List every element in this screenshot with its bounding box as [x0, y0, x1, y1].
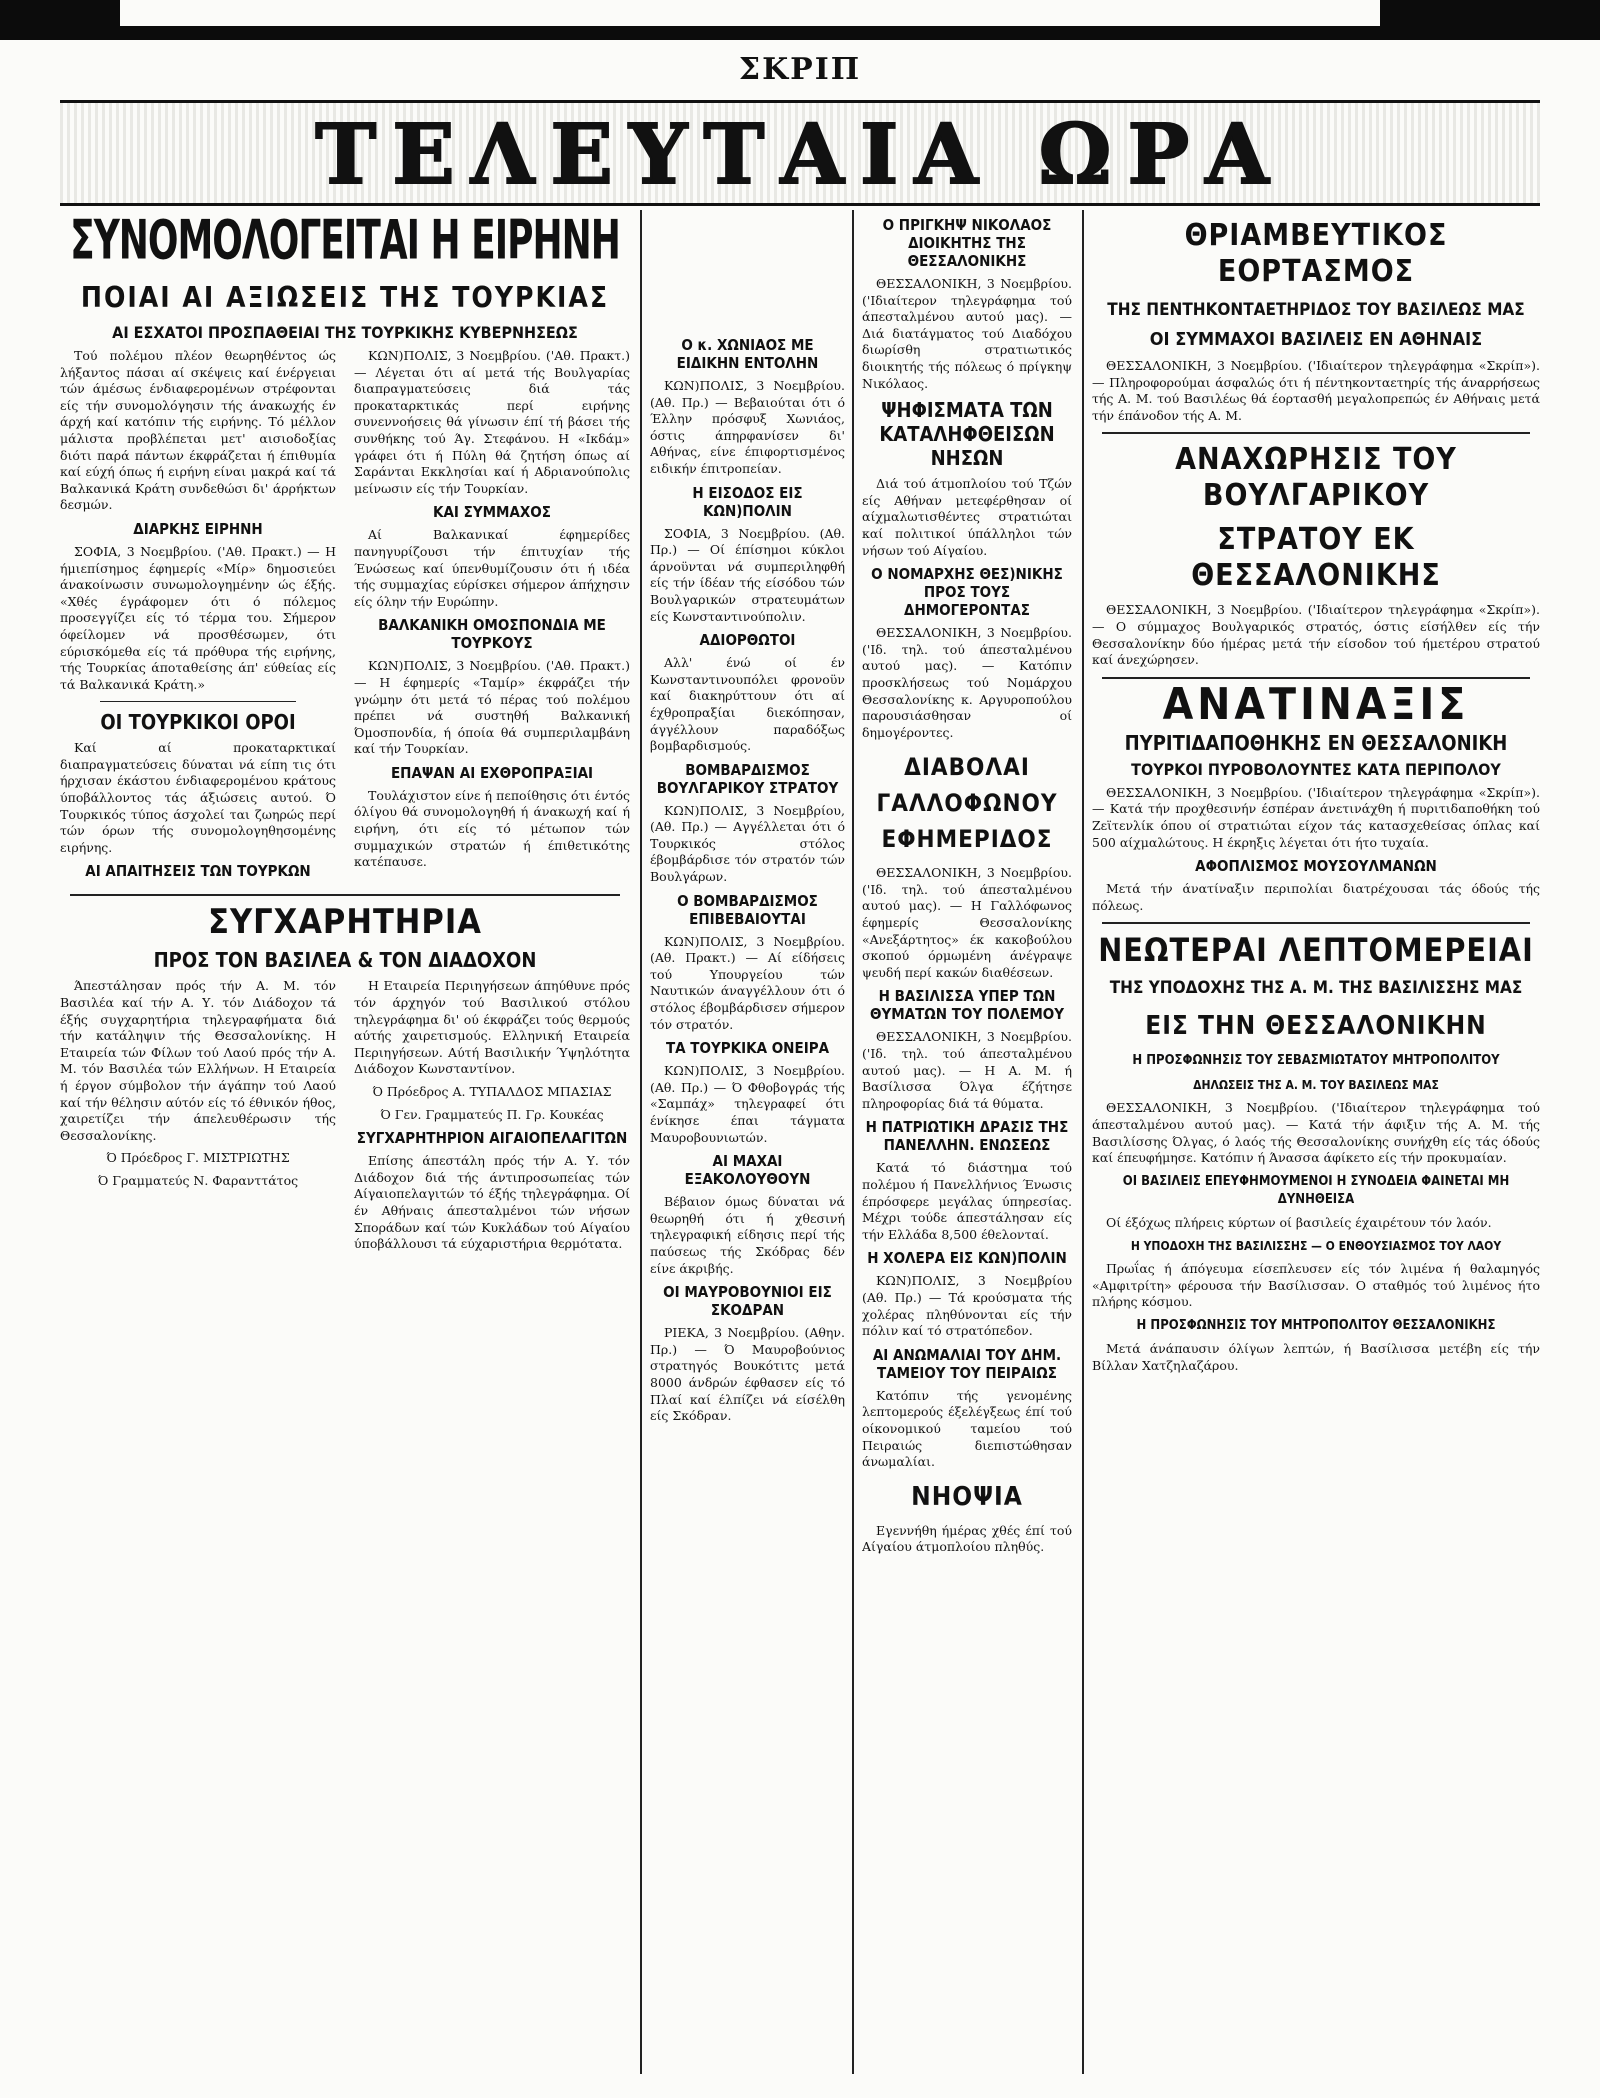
section-heading: ΚΑΙ ΣΥΜΜΑΧΟΣ	[432, 503, 551, 522]
article-text: Κατόπιν τής γενομένης λεπτομερούς έξελέγξεως έπί τού οίκονομικού ταμείου τού Πειραιώς διεπιστώθησαν άνωμαλίαι.	[862, 1387, 1072, 1470]
section-heading: ΔΙΑΡΚΗΣ ΕΙΡΗΝΗ	[133, 519, 263, 538]
section-heading: ΣΥΓΧΑΡΗΤΗΡΙΟΝ ΑΙΓΑΙΟΠΕΛΑΓΙΤΩΝ	[356, 1129, 628, 1148]
section-heading: ΑΙ ΑΠΑΙΤΗΣΕΙΣ ΤΩΝ ΤΟΥΡΚΩΝ	[85, 862, 311, 881]
article-text: ΘΕΣΣΑΛΟΝΙΚΗ, 3 Νοεμβρίου. ('Ιδιαίτερον τηλεγράφημα «Σκρίπ»). — Πληροφορούμαι άσφαλώς ότι ή πέντηκονταετηρίς τής άναρρήσεως τής Α. Μ. τού Βασιλέως θά έορτασθή μεγαλοπρεπώς έν Αθήναις μετά τήν έπάνοδον τής Α. Μ.	[1092, 358, 1540, 423]
section-heading: ΤΑ ΤΟΥΡΚΙΚΑ ΟΝΕΙΡΑ	[665, 1039, 830, 1058]
article-text: ΡΙΕΚΑ, 3 Νοεμβρίου. (Αθην. Πρ.) — Ό Μαυροβούνιος στρατηγός Βουκότιτς μετά 8000 άνδρών έφθασεν είς τό Πλαί καί έλπίζει νά είσέλθη είς Σκόδραν.	[650, 1325, 845, 1424]
column-right	[1092, 210, 1540, 2074]
article-text: ΚΩΝ)ΠΟΛΙΣ, 3 Νοεμβρίου. (Αθ. Πρακτ.) — Αί είδήσεις τού Υπουργείου τών Ναυτικών άναγγέλλουν ότι ό στόλος έβομβάρδισεν σήμερον τόν στρατόν.	[650, 933, 845, 1032]
article-text: Βέβαιον όμως δύναται νά θεωρηθή ότι ή χθεσινή τηλεγραφική είδησις περί τής παύσεως τής Σκόδρας δέν είνε άκριβής.	[650, 1194, 845, 1276]
section-heading: ΝΗΟΨΙΑ	[911, 1481, 1023, 1512]
section-heading: ΨΗΦΙΣΜΑΤΑ ΤΩΝ ΚΑΤΑΛΗΦΘΕΙΣΩΝ ΝΗΣΩΝ	[879, 398, 1055, 471]
article-text: Πρωΐας ή άπόγευμα είσεπλευσεν είς τόν λιμένα ή θαλαμηγός «Αμφιτρίτη» φέρουσα τήν Βασίλισσαν. Ο σταθμός τού λιμένος ήτο πλήρης κόσμου.	[1092, 1261, 1540, 1310]
column-left	[60, 210, 630, 2074]
column-3	[862, 210, 1072, 2074]
article-text: Μετά άνάπαυσιν όλίγων λεπτών, ή Βασίλισσα μετέβη είς τήν Βίλλαν Χατζηλαζάρου.	[1092, 1341, 1540, 1373]
column-rule	[1082, 210, 1084, 2074]
section-heading: Ο ΝΟΜΑΡΧΗΣ ΘΕΣ)ΝΙΚΗΣ ΠΡΟΣ ΤΟΥΣ ΔΗΜΟΓΕΡΟΝΤΑΣ	[871, 565, 1063, 620]
section-heading: ΟΙ ΒΑΣΙΛΕΙΣ ΕΠΕΥΦΗΜΟΥΜΕΝΟΙ Η ΣΥΝΟΔΕΙΑ ΦΑΙΝΕΤΑΙ ΜΗ ΔΥΝΗΘΕΙΣΑ	[1122, 1173, 1510, 1207]
subheadline: Η ΠΡΟΣΦΩΝΗΣΙΣ ΤΟΥ ΣΕΒΑΣΜΙΩΤΑΤΟΥ ΜΗΤΡΟΠΟΛΙΤΟΥ	[1132, 1053, 1500, 1069]
subheadline: ΕΙΣ ΤΗΝ ΘΕΣΣΑΛΟΝΙΚΗΝ	[1145, 1011, 1487, 1042]
section-heading: Η ΥΠΟΔΟΧΗ ΤΗΣ ΒΑΣΙΛΙΣΣΗΣ — Ο ΕΝΘΟΥΣΙΑΣΜΟΣ ΤΟΥ ΛΑΟΥ	[1130, 1239, 1502, 1254]
article-text: Τού πολέμου πλέον θεωρηθέντος ώς λήξαντος πάσαι αί σκέψεις καί ένέργειαι τών άμέσως ένδιαφερομένων στρέφονται είς τήν συνομολόγησιν τής άνακωχής έν άρχή καί κατόπιν τής ειρήνης. Τό μέλλον μάλιστα προβλέπεται μετ' αισιοδοξίας διότι παρά πάντων έκφράζεται ή έπιθυμία καί εύχή όπως ή ειρήνη είναι μακρά καί τά Βαλκανικά Κράτη συνδεθώσι δι' άρρήκτων δεσμών.	[60, 348, 336, 513]
article-text: Διά τού άτμοπλοίου τού Τζών είς Αθήναν μετεφέρθησαν οί αίχμαλωτισθέντες στρατιώται καί πολιτικοί ύπάλληλοι τών νήσων τού Αίγαίου.	[862, 476, 1072, 558]
column-rule	[852, 210, 854, 2074]
article-text: ΘΕΣΣΑΛΟΝΙΚΗ, 3 Νοεμβρίου. ('Ιδιαίτερον τηλεγράφημα «Σκρίπ»). — Ο σύμμαχος Βουλγαρικός στρατός, όστις είσήλθεν είς τήν Θεσσαλονίκην δύο ήμέρας μετά τήν είσοδον τού ήμετέρου στρατού καί άνεχώρησεν.	[1092, 602, 1540, 668]
subheadline: ΠΥΡΙΤΙΔΑΠΟΘΗΚΗΣ ΕΝ ΘΕΣΣΑΛΟΝΙΚΗ	[1124, 730, 1508, 755]
column-2	[650, 330, 845, 2074]
article-text: ΚΩΝ)ΠΟΛΙΣ, 3 Νοεμβρίου, (Αθ. Πρ.) — Αγγέλλεται ότι ό Τουρκικός στόλος έβομβάρδισε τόν στρατόν τών Βουλγάρων.	[650, 802, 845, 885]
banner-title: ΤΕΛΕΥΤΑΙΑ ΩΡΑ	[315, 107, 1285, 203]
article-text: ΚΩΝ)ΠΟΛΙΣ, 3 Νοεμβρίου. ('Αθ. Πρακτ.) — Λέγεται ότι αί μετά τής Βουλγαρίας διαπραγματεύσεις διά τάς προκαταρκτικάς περί ειρήνης συνεννοήσεις θά γίνωσιν έπί τή βάσει τής συνθήκης τού Άγ. Στεφάνου. Η «Ικδάμ» γράφει ότι ή Πύλη θά ζητήση όπως αί Σαράνται Εκκλησίαι καί ή Αδριανούπολις μείνωσιν είς τήν Τουρκίαν.	[354, 348, 630, 496]
section-heading: ΒΑΛΚΑΝΙΚΗ ΟΜΟΣΠΟΝΔΙΑ ΜΕ ΤΟΥΡΚΟΥΣ	[378, 616, 606, 653]
subheadline: ΤΟΥΡΚΟΙ ΠΥΡΟΒΟΛΟΥΝΤΕΣ ΚΑΤΑ ΠΕΡΙΠΟΛΟΥ	[1131, 759, 1501, 779]
signature: Ό Πρόεδρος Γ. ΜΙΣΤΡΙΩΤΗΣ	[106, 1150, 290, 1166]
section-heading: ΕΠΑΨΑΝ ΑΙ ΕΧΘΡΟΠΡΑΞΙΑΙ	[390, 763, 594, 782]
banner	[60, 100, 1540, 206]
article-text: ΘΕΣΣΑΛΟΝΙΚΗ, 3 Νοεμβρίου. ('Ιδιαίτερον τηλεγράφημα «Σκρίπ»). — Κατά τήν προχθεσινήν έσπέραν άνετινάχθη ή πυριτιδαποθήκη τού Ζεϊτενλίκ όπου οί στρατιώται είχον τάς κατασχεθείσας όπλας καί 500 αίχμαλώτους. Η έκρηξις λέγεται ότι ήτο τυχαία.	[1092, 784, 1540, 850]
article-text: Τουλάχιστον είνε ή πεποίθησις ότι έντός όλίγου θά συνομολογηθή ή άνακωχή καί ή ειρήνη, ότι είς τό μέτωπον τών συμμαχικών στρατών ή έπιθετικότης κατέπαυσε.	[354, 787, 630, 870]
section-heading: Η ΧΟΛΕΡΑ ΕΙΣ ΚΩΝ)ΠΟΛΙΝ	[867, 1249, 1067, 1268]
article-text: Οί έξόχως πλήρεις κύρτων οί βασιλείς έχαιρέτουν τόν λαόν.	[1106, 1214, 1492, 1230]
section-heading: Η ΠΑΤΡΙΩΤΙΚΗ ΔΡΑΣΙΣ ΤΗΣ ΠΑΝΕΛΛΗΝ. ΕΝΩΣΕΩΣ	[865, 1118, 1069, 1155]
article-text: Εγεννήθη ήμέρας χθές έπί τού Αίγαίου άτμοπλοίου πληθύς.	[862, 1522, 1072, 1555]
headline-celebration: ΘΡΙΑΜΒΕΥΤΙΚΟΣ ΕΟΡΤΑΣΜΟΣ	[1184, 218, 1448, 289]
headline-departure: ΑΝΑΧΩΡΗΣΙΣ ΤΟΥ ΒΟΥΛΓΑΡΙΚΟΥ	[1175, 442, 1457, 514]
subheadline: ΟΙ ΣΥΜΜΑΧΟΙ ΒΑΣΙΛΕΙΣ ΕΝ ΑΘΗΝΑΙΣ	[1149, 329, 1483, 350]
subheadline-congrats: ΠΡΟΣ ΤΟΝ ΒΑΣΙΛΕΑ & ΤΟΝ ΔΙΑΔΟΧΟΝ	[153, 948, 537, 973]
subheadline: ΤΗΣ ΠΕΝΤΗΚΟΝΤΑΕΤΗΡΙΔΟΣ ΤΟΥ ΒΑΣΙΛΕΩΣ ΜΑΣ	[1107, 300, 1525, 320]
section-heading: Η ΕΙΣΟΔΟΣ ΕΙΣ ΚΩΝ)ΠΟΛΙΝ	[692, 483, 803, 520]
article-text: ΘΕΣΣΑΛΟΝΙΚΗ, 3 Νοεμβρίου. ('Ιδ. τηλ. τού άπεσταλμένου αυτού μας). — Η Γαλλόφωνος έφημερίς Θεσσαλονίκης «Ανεξάρτητος» έκ κακοβούλου σκοπού όρμωμένη άνέγραψε ψευδή περί κακών διαθέσεων.	[862, 865, 1072, 980]
article-text: Αί Βαλκανικαί έφημερίδες πανηγυρίζουσι τήν έπιτυχίαν τής Ένώσεως καί ύπενθυμίζουσιν ότι ή ιδέα τής συμμαχίας εύρίσκει σήμερον άπήχησιν είς όλην τήν Ευρώπην.	[354, 527, 630, 609]
article-text: ΚΩΝ)ΠΟΛΙΣ, 3 Νοεμβρίου. (Αθ. Πρ.) — Ό Φθοβογράς τής «Σαμπάχ» τηλεγραφεί ότι ένίκησε έπαι τάγματα Μαυροβουνιωτών.	[650, 1063, 845, 1145]
article-text: ΣΟΦΙΑ, 3 Νοεμβρίου. (Αθ. Πρ.) — Οί έπίσημοι κύκλοι άρνοϋνται νά συμπεριληφθή είς τήν ίδέαν τής είσόδου τών Βουλγαρικών στρατευμάτων είς Κωνσταντινούπολιν.	[650, 525, 845, 624]
article-text: Η Εταιρεία Περιηγήσεων άπηύθυνε πρός τόν άρχηγόν τού Βασιλικού στόλου τηλεγράφημα δι' ού έκφράζει τούς θερμούς αύτής χαιρετισμούς. Ελληνική Εταιρεία Περιηγήσεων. Αύτή Βασιλικήν Ύψηλότητα Διάδοχον Κωνσταντίνον.	[354, 978, 630, 1077]
section-heading: ΑΙ ΜΑΧΑΙ ΕΞΑΚΟΛΟΥΘΟΥΝ	[684, 1152, 811, 1189]
subheadline: ΣΤΡΑΤΟΥ ΕΚ ΘΕΣΣΑΛΟΝΙΚΗΣ	[1191, 522, 1441, 594]
section-heading: Ο ΠΡΙΓΚΗΨ ΝΙΚΟΛΑΟΣ ΔΙΟΙΚΗΤΗΣ ΤΗΣ ΘΕΣΣΑΛΟΝΙΚΗΣ	[882, 216, 1052, 270]
signature: Ό Γραμματεύς Ν. Φαρανττάτος	[97, 1172, 299, 1188]
article-text: ΘΕΣΣΑΛΟΝΙΚΗ, 3 Νοεμβρίου. ('Ιδ. τηλ. τού άπεσταλμένου αυτού μας). — Κατόπιν προσκλήσεως τού Νομάρχου Θεσσαλονίκης κ. Αργυροπούλου παρουσιάσθησαν οί δημογέροντες.	[862, 625, 1072, 740]
signature: Ό Γεν. Γραμματεύς Π. Γρ. Κουκέας	[380, 1106, 604, 1122]
headline-explosion: ΑΝΑΤΙΝΑΞΙΣ	[1162, 678, 1470, 730]
article-text: Καί αί προκαταρκτικαί διαπραγματεύσεις δύναται νά είπη τις ότι ήρχισαν έκάστου ένδιαφερομένου κράτους ύποβάλλοντος τάς άξιώσεις αυτού. Ό Τουρκικός τύπος άσχολεί ται ζωηρώς περί τών όρων τής συνομολογηθησομένης ειρήνης.	[60, 740, 336, 855]
article-text: ΚΩΝ)ΠΟΛΙΣ, 3 Νοεμβρίου (Αθ. Πρ.) — Τά κρούσματα τής χολέρας πληθύνονται είς τήν πόλιν καί τό στρατόπεδον.	[862, 1273, 1072, 1339]
column-rule	[640, 210, 642, 2074]
article-text: ΚΩΝ)ΠΟΛΙΣ, 3 Νοεμβρίου. (Αθ. Πρ.) — Βεβαιούται ότι ό Έλλην πρόσφυξ Χωνιάος, όστις άπηρφανίσεν δι' Αθήνας, είνε έπιφορτισμένος ειδικήν έπιτροπείαν.	[650, 378, 845, 476]
section-heading: ΑΦΟΠΛΙΣΜΟΣ ΜΟΥΣΟΥΛΜΑΝΩΝ	[1195, 857, 1437, 876]
section-heading: ΔΙΑΒΟΛΑΙ ΓΑΛΛΟΦΩΝΟΥ ΕΦΗΜΕΡΙΔΟΣ	[876, 753, 1058, 854]
article-text: ΘΕΣΣΑΛΟΝΙΚΗ, 3 Νοεμβρίου. ('Ιδ. τηλ. τού άπεσταλμένου αυτού μας). — Η Α. Μ. ή Βασίλισσα Όλγα έζήτησε πληροφορίας διά τά θύματα.	[862, 1029, 1072, 1111]
headline-congrats: ΣΥΓΧΑΡΗΤΗΡΙΑ	[208, 902, 482, 943]
article-text: ΘΕΣΣΑΛΟΝΙΚΗ, 3 Νοεμβρίου. ('Ιδιαίτερον τηλεγράφημα τού άπεσταλμένου αυτού μας). — Διά διατάγματος τού Διαδόχου διωρίσθη στρατιωτικός διοικητής τής πόλεως ό πρίγκηψ Νικόλαος.	[862, 276, 1072, 391]
article-text: ΘΕΣΣΑΛΟΝΙΚΗ, 3 Νοεμβρίου. ('Ιδιαίτερον τηλεγράφημα τού άπεσταλμένου αυτού μας). — Κατά τήν άφιξιν τής Α. Μ. τής Βασιλίσσης Όλγας, ό λαός τής Θεσσαλονίκης συνήχθη είς τάς όδούς καί έπευφήμησε. Κατόπιν ή Άνασσα άφίκετο είς τήν προκυμαίαν.	[1092, 1100, 1540, 1166]
top-dark-band	[0, 0, 1600, 40]
section-heading: Ο ΒΟΜΒΑΡΔΙΣΜΟΣ ΕΠΙΒΕΒΑΙΟΥΤΑΙ	[677, 891, 818, 928]
subheadline-demands: ΠΟΙΑΙ ΑΙ ΑΞΙΩΣΕΙΣ ΤΗΣ ΤΟΥΡΚΙΑΣ	[80, 281, 610, 314]
subheadline: ΤΗΣ ΥΠΟΔΟΧΗΣ ΤΗΣ Α. Μ. ΤΗΣ ΒΑΣΙΛΙΣΣΗΣ ΜΑΣ	[1109, 978, 1523, 999]
article-text: Επίσης άπεστάλη πρός τήν Α. Υ. τόν Διάδοχον διά τής άντιπροσωπείας τών Αίγαιοπελαγιτών τό έξής τηλεγράφημα. Οί έν Αθήναις άπεσταλμένοι τών νήσων Σποράδων καί τών Κυκλάδων τού Αίγαίου ύποβάλλουσι τά εύχαριστήρια θερμότατα.	[354, 1153, 630, 1252]
section-heading: ΑΔΙΟΡΘΩΤΟΙ	[699, 631, 796, 650]
article-text: ΚΩΝ)ΠΟΛΙΣ, 3 Νοεμβρίου. ('Αθ. Πρακτ.) — Η έφημερίς «Ταμίρ» έκφράζει τήν γνώμην ότι μετά τό πέρας τού πολέμου πρέπει νά συστηθή Βαλκανική Όμοσπονδία, ή όποία θά συμπεριλαμβάνη καί τήν Τουρκίαν.	[354, 658, 630, 757]
masthead: ΣΚΡΙΠ	[738, 52, 862, 87]
article-text: Άπεστάλησαν πρός τήν Α. Μ. τόν Βασιλέα καί τήν Α. Υ. τόν Διάδοχον τά έξής συγχαρητήρια τηλεγραφήματα διά τήν κατάληψιν τής Θεσσαλονίκης. Η Εταιρεία τών Φίλων τού Λαού πρός τήν Α. Μ. τόν Βασιλέα τών Ελλήνων. Η Εταιρεία ή έργον σύμβολον τήν άγάπην τού Λαού καί τήν θέλησιν αύτόν είς τό έθνικόν ήθος, χαιρετίζει τήν άπελευθέρωσιν τής Θεσσαλονίκης.	[60, 978, 336, 1143]
section-heading: ΒΟΜΒΑΡΔΙΣΜΟΣ ΒΟΥΛΓΑΡΙΚΟΥ ΣΤΡΑΤΟΥ	[656, 760, 839, 797]
article-text: ΣΟΦΙΑ, 3 Νοεμβρίου. ('Αθ. Πρακτ.) — Η ήμιεπίσημος έφημερίς «Μίρ» δημοσιεύει άνακοίνωσιν συνωμολογημένην ώς έξής. «Χθές έγράφομεν ότι ό πόλεμος προσεγγίζει είς τό τέρμα του. Σήμερον όφείλομεν νά προσθέσωμεν, ότι εύρισκόμεθα είς τά πρόθυρα τής ειρήνης, τής Τουρκίας άποταθείσης άπ' εύθείας είς τά Βαλκανικά Κράτη.»	[60, 543, 336, 692]
subheadline-efforts: ΑΙ ΕΣΧΑΤΟΙ ΠΡΟΣΠΑΘΕΙΑΙ ΤΗΣ ΤΟΥΡΚΙΚΗΣ ΚΥΒΕΡΝΗΣΕΩΣ	[112, 323, 578, 342]
section-heading: ΟΙ ΜΑΥΡΟΒΟΥΝΙΟΙ ΕΙΣ ΣΚΟΔΡΑΝ	[663, 1283, 832, 1320]
section-heading: Ο κ. ΧΩΝΙΑΟΣ ΜΕ ΕΙΔΙΚΗΝ ΕΝΤΟΛΗΝ	[676, 336, 819, 372]
section-heading: ΟΙ ΤΟΥΡΚΙΚΟΙ ΟΡΟΙ	[100, 710, 296, 735]
subheadline: ΔΗΛΩΣΕΙΣ ΤΗΣ Α. Μ. ΤΟΥ ΒΑΣΙΛΕΩΣ ΜΑΣ	[1193, 1078, 1439, 1093]
section-heading: ΑΙ ΑΝΩΜΑΛΙΑΙ ΤΟΥ ΔΗΜ. ΤΑΜΕΙΟΥ ΤΟΥ ΠΕΙΡΑΙΩΣ	[872, 1345, 1062, 1382]
section-heading: Η ΠΡΟΣΦΩΝΗΣΙΣ ΤΟΥ ΜΗΤΡΟΠΟΛΙΤΟΥ ΘΕΣΣΑΛΟΝΙΚΗΣ	[1136, 1318, 1496, 1334]
headline-details: ΝΕΩΤΕΡΑΙ ΛΕΠΤΟΜΕΡΕΙΑΙ	[1098, 931, 1534, 970]
signature: Ό Πρόεδρος Α. ΤΥΠΑΛΔΟΣ ΜΠΑΣΙΑΣ	[372, 1084, 612, 1099]
headline-peace: ΣΥΝΟΜΟΛΟΓΕΙΤΑΙ Η ΕΙΡΗΝΗ	[70, 210, 620, 273]
article-text: Αλλ' ένώ οί έν Κωνσταντινουπόλει φρονοϋν καί διακηρύττουν ότι αί έχθροπραξίαι διεκόπησαν, άγγέλλουν παραδόξως βομβαρδισμούς.	[650, 655, 845, 754]
section-heading: Η ΒΑΣΙΛΙΣΣΑ ΥΠΕΡ ΤΩΝ ΘΥΜΑΤΩΝ ΤΟΥ ΠΟΛΕΜΟΥ	[869, 987, 1065, 1024]
article-text: Μετά τήν άνατίναξιν περιπολίαι διατρέχουσαι τάς όδούς τής πόλεως.	[1092, 881, 1540, 913]
article-text: Κατά τό διάστημα τού πολέμου ή Πανελλήνιος Ένωσις έπρόσφερε μεγάλας ύπηρεσίας. Μέχρι τούδε άπεστάλησαν είς τήν Ελλάδα 8,500 έθελονταί.	[862, 1160, 1072, 1242]
